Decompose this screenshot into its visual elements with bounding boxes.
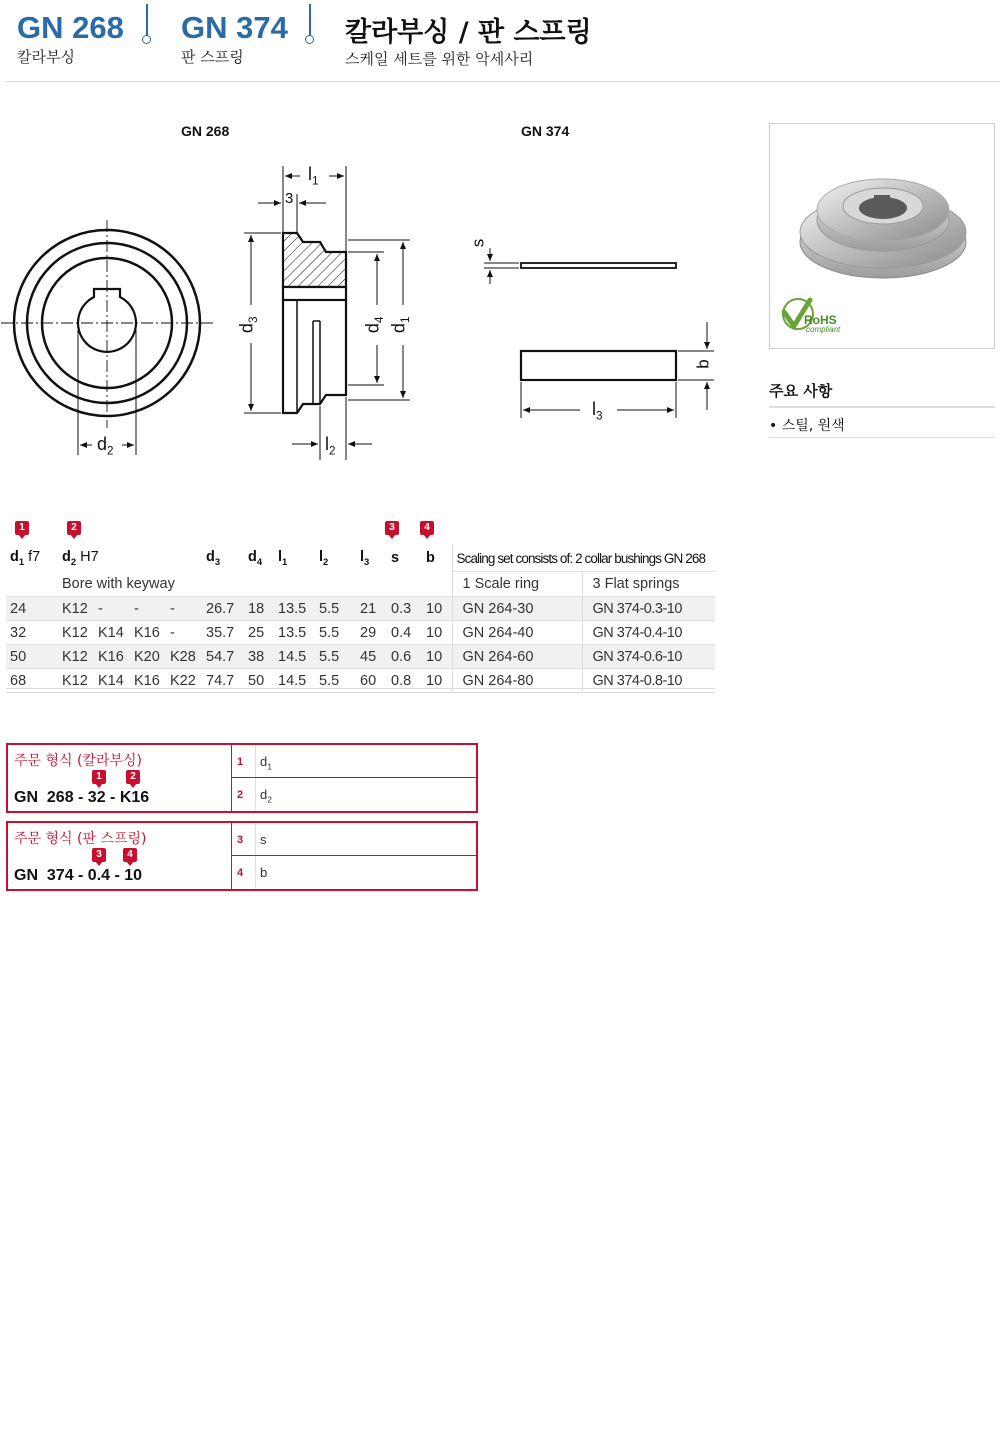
col-header-s: s [391,550,400,567]
table-bottom-rule [6,688,715,689]
order-divider [255,823,256,889]
cell-l3: 60 [356,669,387,693]
table-row [6,645,715,669]
cell-l1: 13.5 [274,621,315,645]
col-header-d3: $d_3$ [206,549,221,568]
table-subheader-row [6,572,715,597]
marker-2: 2 [126,770,140,788]
cell-k2: K16 [94,645,130,669]
table-row [6,597,715,621]
order-key-value: s [260,832,267,847]
cell-l1: 14.5 [274,645,315,669]
marker-4: 4 [420,521,434,539]
cell-l2: 5.5 [315,621,356,645]
page-title: 칼라부싱 / 판 스프링 [345,17,592,48]
dim-label-d4: $d_4$ [362,316,387,334]
marker-3: 3 [385,521,399,539]
gn374-views [521,263,676,380]
gn268-dimensions [244,166,413,460]
gn374-dimensions [484,248,714,418]
marker-1: 1 [92,770,106,788]
cell-s: 0.8 [387,669,422,693]
order-key-value: b [260,865,268,880]
cell-k1: K12 [58,645,94,669]
features-heading: 주요 사항 [769,382,833,400]
order-divider [231,745,232,811]
cell-flat-springs: GN 374-0.8-10 [582,669,715,693]
order-code: GN 374 - 0.4 - 10 [14,867,143,884]
features-divider-bottom [769,437,995,438]
cell-d1: 68 [6,669,58,693]
cell-k3: - [130,597,166,621]
col-header-b: b [426,550,435,567]
cell-l3: 29 [356,621,387,645]
order-code: GN 268 - 32 - K16 [14,789,150,806]
product-photo-box [769,123,995,349]
cell-scale-ring: GN 264-40 [452,621,582,645]
cell-d4: 25 [244,621,274,645]
cell-l3: 21 [356,597,387,621]
order-key-value: $d_1$ [260,754,272,772]
cell-scale-ring: GN 264-60 [452,645,582,669]
dim-label-d3: $d_3$ [236,316,261,334]
cell-d4: 38 [244,645,274,669]
header-separator-dot [305,35,314,44]
order-key-num: 2 [237,789,244,801]
col-subheader-flat-springs: 3 Flat springs [582,572,715,597]
technical-drawing [0,140,760,470]
dim-label-b: b [693,359,713,369]
dim-label-s: s [468,238,488,248]
cell-k4: - [166,597,202,621]
order-example-flat-spring [6,821,478,891]
cell-l2: 5.5 [315,669,356,693]
order-divider [255,745,256,811]
cell-k4: - [166,621,202,645]
table-row [6,621,715,645]
product-code-gn268: GN 268 [17,10,124,45]
dim-label-l3: $l_3$ [592,399,603,423]
dim-label-l1: $l_1$ [308,164,319,188]
col-header-scaling-set: Scaling set consists of: 2 collar bushings GN 268 [452,545,715,572]
cell-k3: K20 [130,645,166,669]
cell-flat-springs: GN 374-0.3-10 [582,597,715,621]
cell-l1: 14.5 [274,669,315,693]
cell-k2: K14 [94,669,130,693]
cell-k2: K14 [94,621,130,645]
cell-d3: 35.7 [202,621,244,645]
cell-b: 10 [422,621,452,645]
cell-flat-springs: GN 374-0.6-10 [582,645,715,669]
cell-d1: 32 [6,621,58,645]
features-divider [769,406,995,408]
cell-b: 10 [422,597,452,621]
header-separator [309,4,311,36]
cell-d3: 26.7 [202,597,244,621]
order-key-num: 1 [237,756,244,768]
col-header-l3: $l_3$ [360,549,370,568]
marker-3: 3 [92,848,106,866]
cell-l2: 5.5 [315,645,356,669]
cell-scale-ring: GN 264-80 [452,669,582,693]
col-header-d2: $d_2$ H7 [62,549,99,568]
col-header-d1: $d_1$ f7 [10,549,41,568]
features-item: • 스틸, 원색 [769,418,845,434]
drawing-title-gn374: GN 374 [521,123,570,139]
cell-k1: K12 [58,669,94,693]
dim-label-d2: $d_2$ [97,434,114,458]
cell-d3: 74.7 [202,669,244,693]
col-header-d4: $d_4$ [248,549,263,568]
dim-label-d1: $d_1$ [388,316,413,334]
drawing-title-gn268: GN 268 [181,123,230,139]
order-label: 주문 형식 (칼라부싱) [14,753,143,769]
cell-k2: - [94,597,130,621]
header-separator-dot [142,35,151,44]
spec-table [6,545,715,693]
cell-scale-ring: GN 264-30 [452,597,582,621]
cell-d4: 50 [244,669,274,693]
cell-l3: 45 [356,645,387,669]
cell-s: 0.3 [387,597,422,621]
order-key-value: $d_2$ [260,787,272,805]
cell-k4: K22 [166,669,202,693]
cell-k1: K12 [58,597,94,621]
cell-d4: 18 [244,597,274,621]
gn268-side-view [283,233,346,413]
marker-2: 2 [67,521,81,539]
dim-label-l2: $l_2$ [325,434,336,458]
cell-l2: 5.5 [315,597,356,621]
cell-d1: 24 [6,597,58,621]
order-row-divider [231,855,476,856]
order-key-num: 3 [237,834,244,846]
cell-k3: K16 [130,669,166,693]
cell-s: 0.4 [387,621,422,645]
col-header-l2: $l_2$ [319,549,329,568]
col-subheader-scale-ring: 1 Scale ring [452,572,582,597]
cell-k4: K28 [166,645,202,669]
product-code-gn374: GN 374 [181,10,288,45]
order-row-divider [231,777,476,778]
cell-l1: 13.5 [274,597,315,621]
cell-d1: 50 [6,645,58,669]
cell-b: 10 [422,645,452,669]
cell-k1: K12 [58,621,94,645]
order-divider [231,823,232,889]
cell-d3: 54.7 [202,645,244,669]
cell-s: 0.6 [387,645,422,669]
order-key-num: 4 [237,867,244,879]
marker-4: 4 [123,848,137,866]
product-subtitle-gn374: 판 스프링 [181,48,244,66]
page-description: 스케일 세트를 위한 악세사리 [345,50,534,68]
cell-b: 10 [422,669,452,693]
rohs-label: RoHS [804,313,837,327]
gn268-centerlines [1,220,213,428]
header-separator [146,4,148,36]
header-divider [6,81,1000,82]
order-label: 주문 형식 (판 스프링) [14,831,147,847]
cell-k3: K16 [130,621,166,645]
order-example-collar-bushing [6,743,478,813]
table-header-row [6,545,715,572]
col-header-l1: $l_1$ [278,549,288,568]
col-subheader-bore: Bore with keyway [62,575,175,592]
rohs-compliant-label: compliant [806,325,841,334]
marker-1: 1 [15,521,29,539]
product-subtitle-gn268: 칼라부싱 [17,48,75,66]
cell-flat-springs: GN 374-0.4-10 [582,621,715,645]
dim-label-3: 3 [285,190,294,207]
